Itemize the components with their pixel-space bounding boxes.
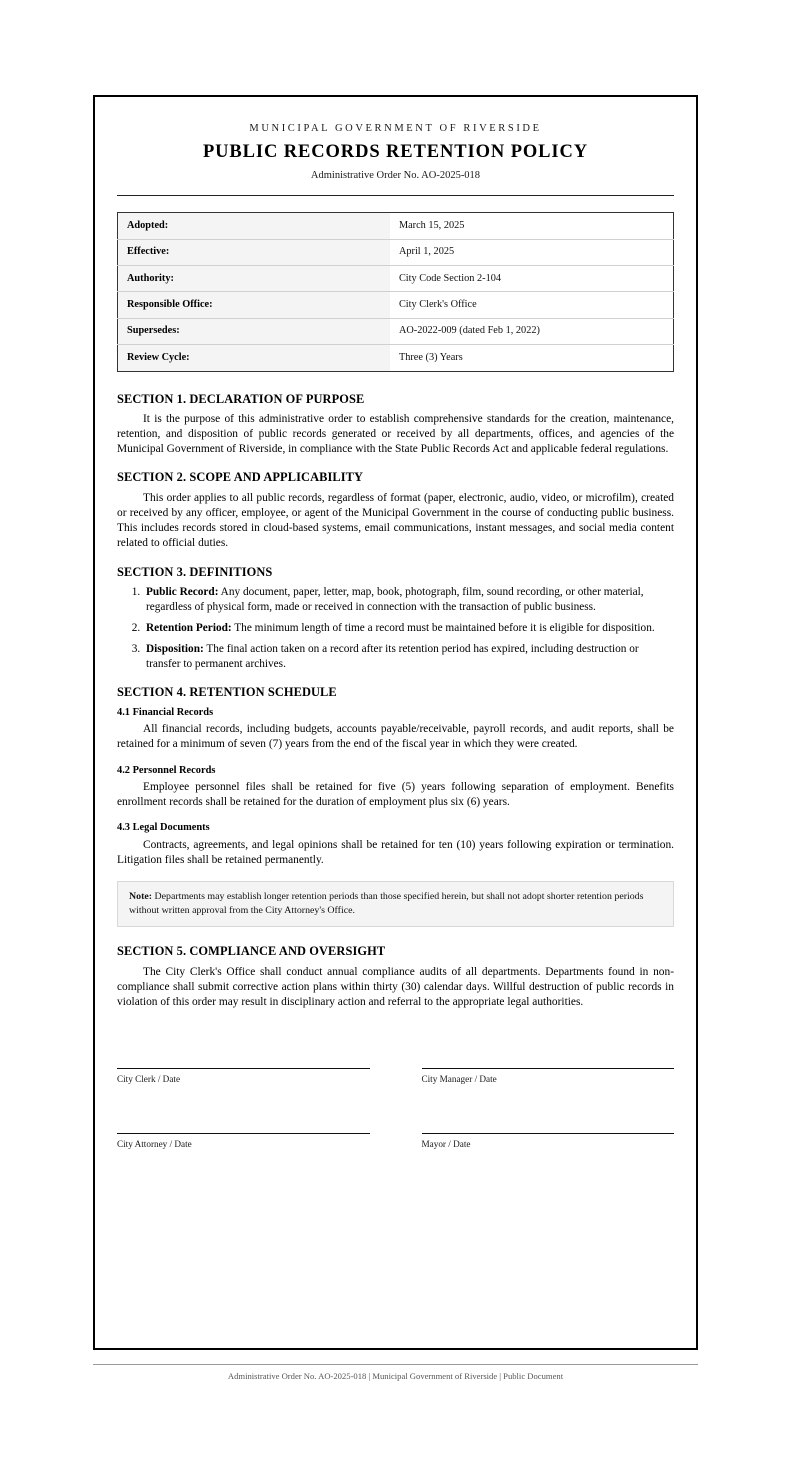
table-row xyxy=(118,318,674,344)
metadata-label: Effective: xyxy=(118,239,390,265)
document-subtitle: Administrative Order No. AO-2025-018 xyxy=(310,169,481,181)
subsection-heading: 4.3 Legal Documents xyxy=(117,822,210,834)
subsection-body: Contracts, agreements, and legal opinions shall be retained for ten (10) years following expiration or termination. Litigation files shall be retained permanently. xyxy=(117,838,674,867)
list-item xyxy=(143,621,674,636)
table-row xyxy=(118,239,674,265)
subsection-body: All financial records, including budgets, accounts payable/receivable, payroll records, and audit reports, shall be retained for a minimum of seven (7) years from the end of the fiscal year in which they were created. xyxy=(117,723,674,751)
metadata-value: April 1, 2025 xyxy=(390,239,674,265)
section-4 xyxy=(117,685,674,868)
definition-term: Public Record: xyxy=(146,586,219,599)
subsection-heading: 4.2 Personnel Records xyxy=(117,764,216,776)
signature-caption: City Manager / Date xyxy=(421,1074,497,1085)
section-heading: SECTION 4. RETENTION SCHEDULE xyxy=(117,685,337,700)
table-row xyxy=(118,292,674,318)
subsection-4-3 xyxy=(117,821,674,868)
page-title: PUBLIC RECORDS RETENTION POLICY xyxy=(202,141,589,162)
section-heading: SECTION 5. COMPLIANCE AND OVERSIGHT xyxy=(117,944,386,959)
organization-name: MUNICIPAL GOVERNMENT OF RIVERSIDE xyxy=(249,123,542,134)
definition-text: Any document, paper, letter, map, book, photograph, film, sound recording, or other material, regardless of physical form, made or received in connection with the transaction of public business. xyxy=(146,586,644,614)
subsection-body: Employee personnel files shall be retained for five (5) years following separation of employment. Benefits enrollment records shall be retained for the duration of employment plus six (6) years. xyxy=(117,781,674,809)
signature-caption: City Clerk / Date xyxy=(117,1074,181,1085)
section-body: It is the purpose of this administrative order to establish comprehensive standards for the creation, maintenance, retention, and disposition of public records generated or received by all departments, offices, and agencies of the Municipal Government of Riverside, in compliance with the State Public Records Act and applicable federal regulations. xyxy=(117,413,674,456)
note-label: Note: xyxy=(129,891,153,903)
subsection-4-1 xyxy=(117,706,674,753)
signature-block xyxy=(117,1068,674,1150)
table-row xyxy=(118,345,674,371)
section-2 xyxy=(117,470,674,551)
signature-field-city-attorney[interactable] xyxy=(117,1133,370,1150)
metadata-label: Adopted: xyxy=(118,213,390,239)
signature-field-mayor[interactable] xyxy=(422,1133,675,1150)
section-heading: SECTION 2. SCOPE AND APPLICABILITY xyxy=(117,470,364,485)
signature-line xyxy=(422,1133,675,1134)
section-heading: SECTION 1. DECLARATION OF PURPOSE xyxy=(117,391,365,406)
page-footer: Administrative Order No. AO-2025-018 | Municipal Government of Riverside | Public Document xyxy=(227,1371,564,1381)
note-callout xyxy=(117,881,674,927)
table-row xyxy=(118,266,674,292)
metadata-label: Supersedes: xyxy=(118,318,390,344)
section-heading: SECTION 3. DEFINITIONS xyxy=(117,564,273,579)
signature-line xyxy=(117,1133,370,1134)
section-5 xyxy=(117,944,674,1010)
metadata-value: AO-2022-009 (dated Feb 1, 2022) xyxy=(390,318,674,344)
section-body: This order applies to all public records, regardless of format (paper, electronic, audio, video, or microfilm), created or received by any officer, employee, or agent of the Municipal Government in the course of conducting public business. This includes records stored in cloud-based systems, email communications, instant messages, and social media content related to official duties. xyxy=(117,491,674,550)
definition-term: Retention Period: xyxy=(146,622,232,635)
masthead-divider xyxy=(117,195,674,196)
metadata-value: March 15, 2025 xyxy=(390,213,674,239)
document-masthead xyxy=(117,123,674,182)
metadata-label: Responsible Office: xyxy=(118,292,390,318)
metadata-table xyxy=(117,212,674,371)
definitions-list xyxy=(117,585,674,672)
document-sheet xyxy=(93,95,698,1350)
signature-line xyxy=(117,1068,370,1069)
note-text: Departments may establish longer retention periods than those specified herein, but shall not adopt shorter retention periods without written approval from the City Attorney's Office. xyxy=(129,891,644,916)
definition-text: The minimum length of time a record must be maintained before it is eligible for disposition. xyxy=(231,622,655,635)
section-3 xyxy=(117,565,674,673)
metadata-label: Authority: xyxy=(118,266,390,292)
metadata-value: Three (3) Years xyxy=(390,345,674,371)
signature-field-city-clerk[interactable] xyxy=(117,1068,370,1085)
signature-caption: Mayor / Date xyxy=(421,1139,471,1150)
signature-field-city-manager[interactable] xyxy=(422,1068,675,1085)
table-row xyxy=(118,213,674,239)
signature-caption: City Attorney / Date xyxy=(117,1139,192,1150)
subsection-4-2 xyxy=(117,764,674,811)
metadata-value: City Clerk's Office xyxy=(390,292,674,318)
section-1 xyxy=(117,392,674,458)
section-body: The City Clerk's Office shall conduct annual compliance audits of all departments. Departments found in non-compliance shall submit corrective action plans within thirty (30) calendar days. Willful destruction of public records in violation of this order may result in disciplinary action and referral to the appropriate legal authorities. xyxy=(117,965,674,1009)
footer-divider xyxy=(93,1364,698,1365)
signature-line xyxy=(422,1068,675,1069)
metadata-label: Review Cycle: xyxy=(118,345,390,371)
metadata-value: City Code Section 2-104 xyxy=(390,266,674,292)
subsection-heading: 4.1 Financial Records xyxy=(117,706,214,718)
list-item xyxy=(143,642,674,672)
definition-term: Disposition: xyxy=(146,643,204,656)
list-item xyxy=(143,585,674,615)
definition-text: The final action taken on a record after its retention period has expired, including destruction or transfer to permanent archives. xyxy=(146,643,639,671)
